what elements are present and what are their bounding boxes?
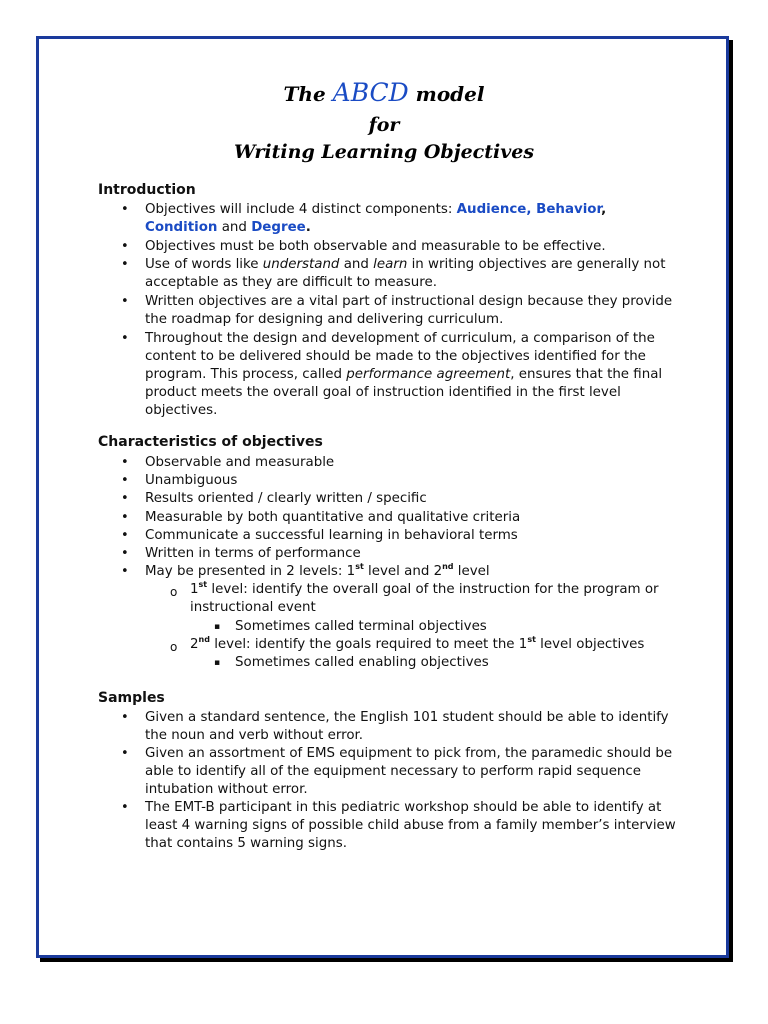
sample-2-line-2: able to identify all of the equipment necessary to perform rapid sequence: [145, 764, 642, 779]
sample-2-line-3: intubation without error.: [145, 782, 308, 797]
level-2-note: Sometimes called enabling objectives: [235, 655, 489, 670]
intro-bullet-3-line-2: acceptable as they are difficult to measure.: [145, 275, 437, 290]
bullet-disc: •: [121, 564, 129, 579]
bullet-disc: •: [121, 202, 129, 217]
bullet-disc: •: [121, 331, 129, 346]
title-line-2: for: [368, 114, 400, 136]
intro-bullet-5-line-3: program. This process, called performance agreement, ensures that the final: [145, 367, 663, 382]
title-line-3: Writing Learning Objectives: [233, 141, 535, 163]
intro-bullet-5-line-5: objectives.: [145, 403, 218, 418]
intro-bullet-1-line-2: Condition and Degree.: [145, 220, 311, 235]
bullet-disc: •: [121, 455, 129, 470]
section-heading-samples: Samples: [98, 690, 165, 706]
bullet-disc: •: [121, 257, 129, 272]
sample-3-line-1: The EMT-B participant in this pediatric workshop should be able to identify at: [145, 800, 662, 815]
level-1-line-2: instructional event: [190, 600, 316, 615]
bullet-disc: •: [121, 546, 129, 561]
level-1-note: Sometimes called terminal objectives: [235, 619, 487, 634]
characteristic-item: Unambiguous: [145, 473, 238, 488]
bullet-circle: o: [170, 585, 178, 599]
characteristic-item: Observable and measurable: [145, 455, 335, 470]
bullet-square: ▪: [214, 622, 221, 632]
section-heading-characteristics: Characteristics of objectives: [98, 434, 323, 450]
bullet-disc: •: [121, 528, 129, 543]
intro-bullet-2: Objectives must be both observable and measurable to be effective.: [145, 239, 606, 254]
bullet-disc: •: [121, 491, 129, 506]
intro-bullet-3-line-1: Use of words like understand and learn in writing objectives are generally not: [145, 257, 666, 272]
bullet-disc: •: [121, 710, 129, 725]
intro-bullet-4-line-2: the roadmap for designing and delivering curriculum.: [145, 312, 504, 327]
intro-bullet-5-line-1: Throughout the design and development of curriculum, a comparison of the: [145, 331, 655, 346]
intro-bullet-1-line-1: Objectives will include 4 distinct components: Audience, Behavior,: [145, 202, 607, 217]
level-2-line-1: 2nd level: identify the goals required to meet the 1st level objectives: [190, 635, 645, 652]
characteristic-item: Communicate a successful learning in behavioral terms: [145, 528, 518, 543]
bullet-disc: •: [121, 473, 129, 488]
sample-3-line-3: that contains 5 warning signs.: [145, 836, 347, 851]
bullet-disc: •: [121, 510, 129, 525]
bullet-disc: •: [121, 800, 129, 815]
characteristic-item: Measurable by both quantitative and qualitative criteria: [145, 510, 521, 525]
bullet-square: ▪: [214, 658, 221, 668]
sample-3-line-2: least 4 warning signs of possible child abuse from a family member’s interview: [145, 818, 676, 833]
sample-2-line-1: Given an assortment of EMS equipment to pick from, the paramedic should be: [145, 746, 673, 761]
intro-bullet-4-line-1: Written objectives are a vital part of instructional design because they provide: [145, 294, 673, 309]
intro-bullet-5-line-4: product meets the overall goal of instruction identified in the first level: [145, 385, 621, 400]
sample-1-line-2: the noun and verb without error.: [145, 728, 364, 743]
bullet-disc: •: [121, 294, 129, 309]
title-line-1: The ABCD model: [283, 78, 485, 107]
characteristic-item: Results oriented / clearly written / specific: [145, 491, 427, 506]
section-heading-introduction: Introduction: [98, 182, 196, 198]
level-1-line-1: 1st level: identify the overall goal of the instruction for the program or: [190, 580, 659, 597]
characteristic-levels: May be presented in 2 levels: 1st level and 2nd level: [145, 562, 490, 579]
title-abcd: ABCD: [332, 78, 409, 107]
bullet-disc: •: [121, 239, 129, 254]
characteristic-item: Written in terms of performance: [145, 546, 361, 561]
bullet-disc: •: [121, 746, 129, 761]
sample-1-line-1: Given a standard sentence, the English 101 student should be able to identify: [145, 710, 669, 725]
bullet-circle: o: [170, 640, 178, 654]
intro-bullet-5-line-2: content to be delivered should be made to the objectives identified for the: [145, 349, 646, 364]
